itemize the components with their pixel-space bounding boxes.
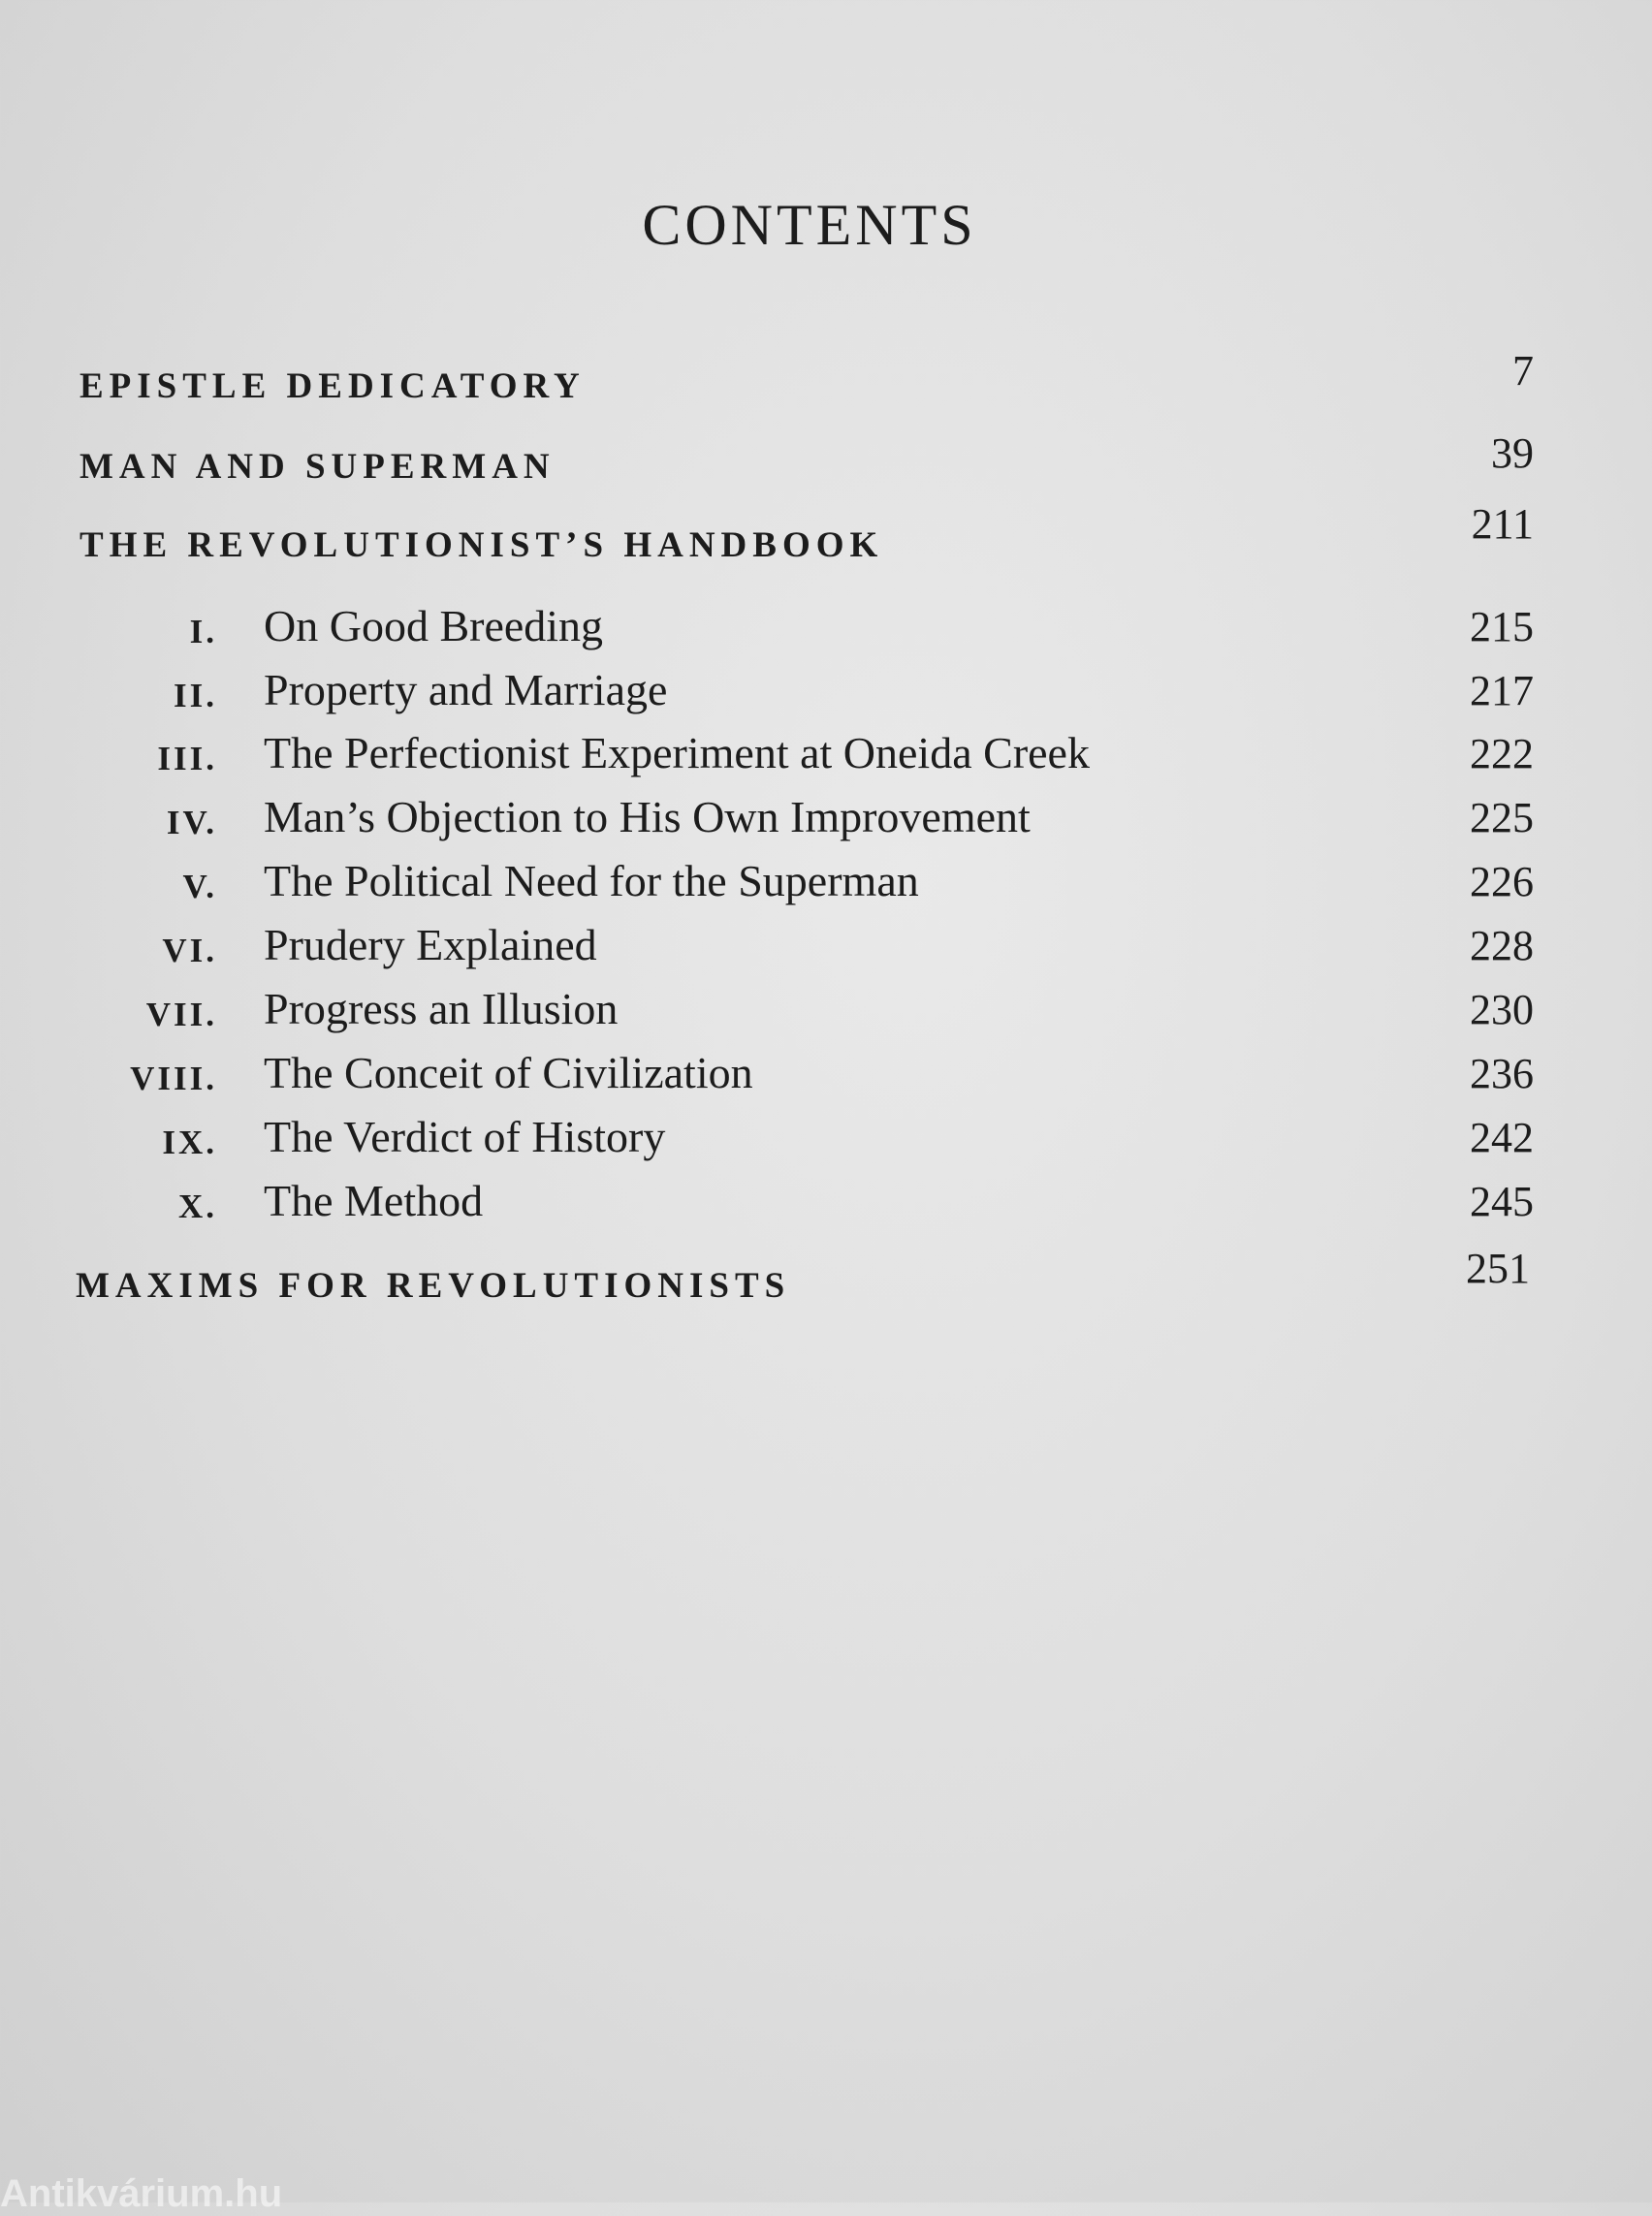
toc-chapter[interactable]: [0, 912, 1534, 970]
chapter-numeral: V.: [182, 868, 217, 905]
chapter-title: The Method: [264, 1176, 484, 1225]
page-number: 7: [1512, 347, 1534, 395]
chapter-numeral: VI.: [162, 932, 217, 969]
toc-chapter[interactable]: [0, 784, 1534, 842]
toc-section-handbook[interactable]: [79, 500, 1534, 566]
page-number: 222: [1470, 730, 1534, 777]
section-label: EPISTLE DEDICATORY: [79, 366, 586, 406]
chapter-title: Progress an Illusion: [264, 984, 619, 1033]
page-number: 228: [1470, 922, 1534, 969]
page-number: 242: [1470, 1114, 1534, 1161]
chapter-numeral: I.: [189, 613, 217, 650]
chapter-numeral: II.: [174, 677, 217, 714]
page-title: CONTENTS: [642, 193, 977, 257]
section-label: MAXIMS FOR REVOLUTIONISTS: [76, 1266, 791, 1306]
toc-section-epistle[interactable]: [79, 349, 1534, 407]
page-number: 215: [1470, 603, 1534, 650]
chapter-title: The Conceit of Civilization: [264, 1048, 753, 1097]
toc-chapter[interactable]: [0, 1040, 1534, 1098]
page-number: 236: [1470, 1050, 1534, 1097]
section-label: MAN AND SUPERMAN: [79, 447, 556, 487]
chapter-numeral: VII.: [145, 996, 217, 1033]
toc-section-man-and-superman[interactable]: [79, 429, 1534, 488]
chapter-numeral: IX.: [162, 1124, 217, 1161]
toc-chapter[interactable]: [0, 1168, 1534, 1226]
chapter-title: The Verdict of History: [264, 1112, 666, 1161]
toc-chapter[interactable]: [0, 848, 1534, 906]
chapter-title: On Good Breeding: [264, 601, 604, 650]
page-number: 217: [1470, 667, 1534, 714]
page-number: 225: [1470, 794, 1534, 841]
chapter-numeral: III.: [157, 740, 217, 777]
chapter-numeral: VIII.: [130, 1060, 217, 1097]
chapter-title: The Perfectionist Experiment at Oneida Creek: [264, 728, 1090, 777]
toc-section-maxims[interactable]: [76, 1245, 1530, 1307]
chapter-numeral: X.: [177, 1187, 217, 1225]
toc-chapter[interactable]: [0, 976, 1534, 1034]
page-number: 245: [1470, 1178, 1534, 1225]
page-number: 39: [1491, 429, 1534, 477]
toc-chapter[interactable]: [0, 593, 1534, 651]
toc-chapter[interactable]: [0, 720, 1534, 778]
watermark: Antikvárium.hu: [0, 2172, 283, 2215]
chapter-title: The Political Need for the Superman: [264, 856, 919, 905]
page-number: 211: [1471, 500, 1534, 548]
section-label: THE REVOLUTIONIST’S HANDBOOK: [79, 525, 884, 565]
page-number: 226: [1470, 858, 1534, 905]
toc-chapter[interactable]: [0, 1104, 1534, 1162]
page-number: 230: [1470, 986, 1534, 1033]
chapter-title: Property and Marriage: [264, 665, 668, 714]
chapter-numeral: IV.: [166, 804, 217, 841]
chapter-title: Prudery Explained: [264, 920, 597, 969]
toc-chapter[interactable]: [0, 657, 1534, 715]
page-number: 251: [1466, 1245, 1530, 1292]
chapter-title: Man’s Objection to His Own Improvement: [264, 792, 1031, 841]
